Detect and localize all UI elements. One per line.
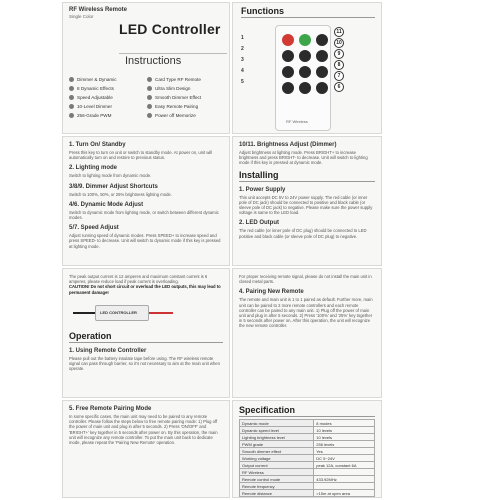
instruction-block (69, 165, 223, 178)
spec-value (314, 483, 375, 490)
table-row (240, 448, 375, 455)
bullet-icon (69, 86, 74, 91)
spec-value: 8 modes (314, 420, 375, 427)
instruction-block (239, 142, 375, 166)
instruction-block (69, 202, 223, 220)
instruction-block (239, 289, 375, 328)
bullet-icon (69, 113, 74, 118)
bullet-icon (147, 113, 152, 118)
spec-value: DC 5~24V (314, 455, 375, 462)
operation-heading: Operation (69, 331, 223, 343)
feature-item: 10-Level Dimmer (69, 104, 147, 109)
instruction-text: Press this key to turn on unit or switch to standby mode. At power on, unit will automatically turn on and restore to previous status. (69, 150, 213, 161)
warning-block (69, 274, 223, 295)
spec-value: >15m at open area (314, 490, 375, 497)
key-instructions-panel (62, 136, 230, 266)
power-button-icon (282, 34, 294, 46)
tip-text: For proper receiving remote signal, please do not install the main unit in closed metal parts. (239, 274, 372, 285)
specification-heading: Specification (239, 405, 375, 417)
bullet-icon (147, 86, 152, 91)
controller-body (95, 305, 149, 321)
controller-image (73, 299, 173, 327)
light-button-icon (299, 34, 311, 46)
callout-number: 6 (334, 82, 344, 92)
feature-item: 8 Dynamic Effects (69, 86, 147, 91)
remote-button-icon (299, 66, 311, 78)
spec-key: Remote distance (240, 490, 314, 497)
spec-value: 10 levels (314, 427, 375, 434)
instructions-heading: Instructions (125, 55, 182, 67)
cover-panel (62, 2, 230, 134)
instruction-heading: 2. Lighting mode (69, 165, 117, 172)
spec-value: 433.92MHz (314, 476, 375, 483)
remote-button-icon (282, 50, 294, 62)
instruction-text: The red cable (or inner pole of DC plug) should be connected to LED positive and black cable (or sleeve pole of DC plug) to negative. (239, 228, 367, 239)
free-pairing-panel (62, 400, 230, 498)
instruction-heading: 5. Free Remote Pairing Mode (69, 406, 152, 412)
spec-key: Working voltage (240, 455, 314, 462)
instruction-text: Switch to lighting mode from dynamic mode. (69, 173, 152, 179)
feature-item: Smooth Dimmer Effect (147, 95, 225, 100)
instruction-heading: 4/6. Dynamic Mode Adjust (69, 201, 144, 208)
spec-key: Smooth dimmer effect (240, 448, 314, 455)
remote-brand-label: RF Wireless (286, 119, 308, 124)
spec-key: Remote control mode (240, 476, 314, 483)
feature-row (69, 77, 225, 82)
remote-button-icon (282, 82, 294, 94)
remote-button-icon (282, 66, 294, 78)
table-row (240, 490, 375, 497)
instruction-text: Adjust running speed of dynamic modes. Press SPEED+ to increase speed and press SPEED- to decrease. Unit will switch to dynamic mode if this key is pressed at lighting mode. (69, 233, 221, 249)
bullet-icon (69, 104, 74, 109)
callout-number: 11 (334, 27, 344, 37)
remote-button-grid (282, 34, 328, 94)
feature-list (69, 77, 225, 122)
spec-value: 256 levels (314, 441, 375, 448)
spec-key: Lighting brightness level (240, 434, 314, 441)
pairing-panel (232, 268, 382, 398)
instruction-block (69, 142, 223, 160)
remote-controller-image (275, 25, 331, 131)
spec-key: Dynamic speed level (240, 427, 314, 434)
callout-number: 9 (334, 49, 344, 59)
instruction-block (69, 184, 223, 197)
instruction-text: Switch to 100%, 50%, or 25% brightness lighting mode. (69, 191, 172, 197)
table-row (240, 469, 375, 476)
instruction-heading: 5/7. Speed Adjust (69, 225, 119, 232)
specification-panel (232, 400, 382, 498)
callout-number: 4 (241, 68, 244, 74)
specification-table (239, 419, 375, 497)
bullet-icon (147, 95, 152, 100)
instruction-heading: 3/8/9. Dimmer Adjust Shortcuts (69, 183, 158, 190)
callout-number: 10 (334, 38, 344, 48)
feature-row (69, 113, 225, 118)
controller-label: LED CONTROLLER (100, 309, 137, 315)
callout-number: 2 (241, 46, 244, 52)
page-title: LED Controller (119, 21, 221, 37)
table-row (240, 483, 375, 490)
feature-item: Dimmer & Dynamic (69, 77, 147, 82)
callout-number: 5 (241, 79, 244, 85)
wire-left (73, 312, 97, 314)
instruction-block (69, 225, 223, 249)
instruction-heading: 4. Pairing New Remote (239, 289, 304, 296)
callout-number: 7 (334, 71, 344, 81)
left-callout-numbers (241, 33, 244, 88)
table-row (240, 441, 375, 448)
bullet-icon (69, 95, 74, 100)
instruction-heading: 10/11. Brightness Adjust (Dimmer) (239, 142, 337, 148)
remote-button-icon (316, 34, 328, 46)
feature-row (69, 104, 225, 109)
installing-heading: Installing (239, 170, 375, 182)
instruction-text: Switch to dynamic mode from lighting mode, or switch between different dynamic modes. (69, 209, 219, 221)
table-row (240, 455, 375, 462)
spec-key: Output current (240, 462, 314, 469)
remote-button-icon (316, 82, 328, 94)
functions-panel (232, 2, 382, 134)
instruction-heading: 1. Using Remote Controller (69, 347, 147, 354)
bullet-icon (147, 77, 152, 82)
feature-item: 256-Grade PWM (69, 113, 147, 118)
feature-item: Easy Remote Pairing (147, 104, 225, 109)
feature-row (69, 86, 225, 91)
feature-item: Ultra Slim Design (147, 86, 225, 91)
spec-value (314, 469, 375, 476)
remote-button-icon (299, 50, 311, 62)
callout-number: 1 (241, 35, 244, 41)
operation-panel (62, 268, 230, 398)
feature-item: Speed Adjustable (69, 95, 147, 100)
caution-text: CAUTION! Do not short circuit or overload the LED outputs, this may lead to permanent damage! (69, 284, 221, 295)
spec-value: 10 levels (314, 434, 375, 441)
installing-panel (232, 136, 382, 266)
instruction-text: Please pull out the battery insulate tape before using. The RF wireless remote signal can pass through barrier, so it's not necessary to aim at the main unit when operate. (69, 355, 220, 372)
wire-right (149, 312, 173, 314)
functions-divider (241, 17, 375, 18)
brand-name: RF Wireless Remote (69, 7, 127, 13)
spec-key: Dynamic mode (240, 420, 314, 427)
instruction-text: In some specific cases, the main unit may need to be paired to any remote controller. Please follow the steps below to free remote pairing mode: 1) Plug off the power of main unit and plug in after 5 seconds. 2) Press 'ON/OFF' and 'BRIGHT+' key together in 5 seconds after power on. By this operation, the main unit will recognize any remote controller. To put the main unit back to dedicate mode, please repeat the 'Pairing New Remote' operation. (69, 414, 218, 446)
spec-value: peak 12A, constant 6A (314, 462, 375, 469)
callout-number: 8 (334, 60, 344, 70)
right-callout-numbers (334, 27, 344, 93)
warning-text: The peak output current is 12 amperes and maximum constant current is 6 amperes, please reduce load if peak current is overloading. (69, 274, 208, 285)
instruction-heading: 1. Power Supply (239, 186, 286, 193)
feature-row (69, 95, 225, 100)
remote-button-icon (316, 50, 328, 62)
spec-value: Yes (314, 448, 375, 455)
table-row (240, 462, 375, 469)
table-row (240, 427, 375, 434)
instruction-block (239, 220, 375, 238)
feature-item: Card Type RF Remote (147, 77, 225, 82)
instruction-block (69, 406, 223, 445)
spec-key: Remote frequency (240, 483, 314, 490)
remote-button-icon (316, 66, 328, 78)
bullet-icon (147, 104, 152, 109)
remote-button-icon (299, 82, 311, 94)
instruction-text: This unit accepts DC 5V to 24V power supply. The red cable (or inner pole of DC jack) should be connected to positive and black cable (or sleeve pole of DC jack) to negative. Please make sure the power supply voltage is same to the LED load. (239, 194, 373, 216)
spec-key: PWM grade (240, 441, 314, 448)
tip-block (239, 274, 375, 284)
table-row (240, 420, 375, 427)
instruction-text: The remote and main unit is 1 to 1 paired as default. Further more, main unit can be paired to 2 more remote controllers and each remote controller can be paired to any main unit. 1) Plug off the power of main unit and plug in after 5 seconds. 2) Press '100%' and '25%' key together in 5 seconds after power on. After this operation, the unit will recognize the new remote controller. (239, 297, 373, 329)
feature-item: Power off Memorize (147, 113, 225, 118)
instruction-block (69, 348, 223, 372)
table-row (240, 476, 375, 483)
functions-heading: Functions (241, 6, 284, 16)
instruction-text: Adjust brightness at lighting mode. Press BRIGHT+ to increase brightness and press BRIGHT- to decrease. Unit will switch to lighting mode if this key is pressed at dynamic mode. (239, 150, 368, 166)
spec-key: RF Wireless (240, 469, 314, 476)
table-row (240, 434, 375, 441)
instruction-heading: 2. LED Output (239, 220, 279, 227)
brand-subtitle: Single Color (69, 14, 94, 19)
instruction-heading: 1. Turn On/ Standby (69, 142, 126, 148)
instruction-block (239, 187, 375, 216)
callout-number: 3 (241, 57, 244, 63)
bullet-icon (69, 77, 74, 82)
